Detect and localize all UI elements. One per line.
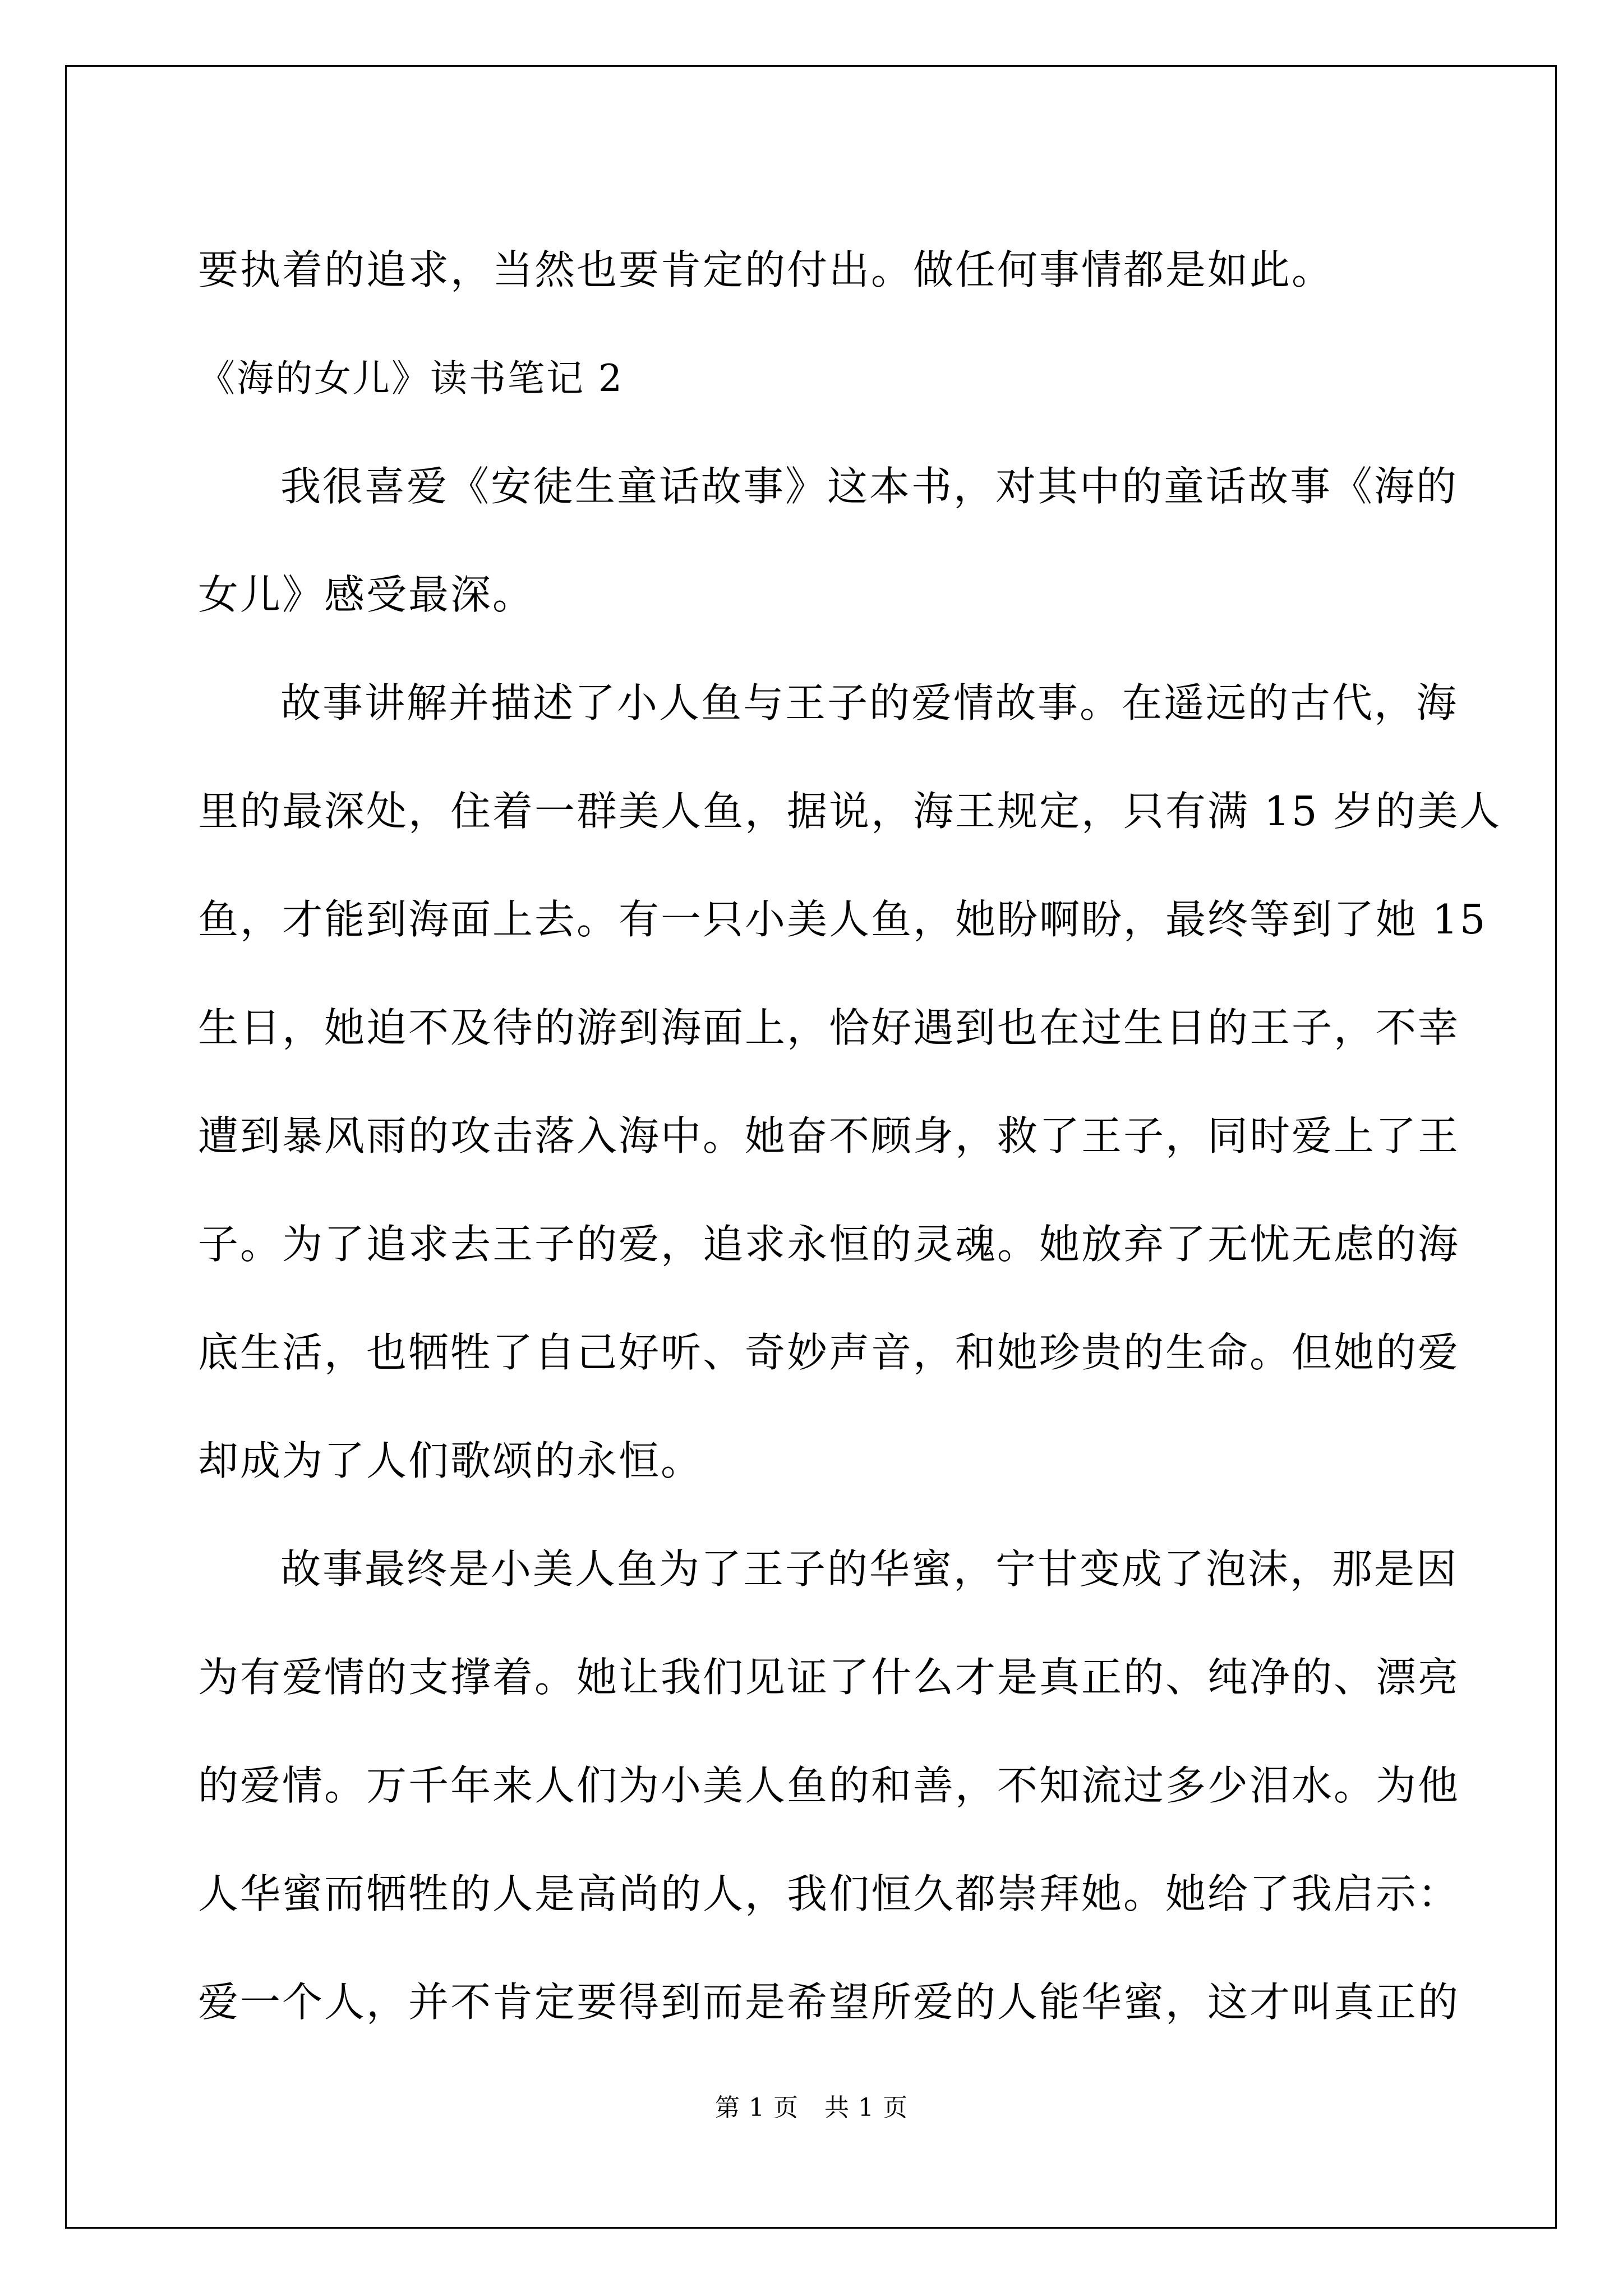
body-line: 鱼，才能到海面上去。有一只小美人鱼，她盼啊盼，最终等到了她 15 (198, 896, 1487, 943)
body-line: 遭到暴风雨的攻击落入海中。她奋不顾身，救了王子，同时爱上了王 (198, 1112, 1460, 1159)
paragraph-first-line: 故事最终是小美人鱼为了王子的华蜜，宁甘变成了泡沫，那是因 (280, 1545, 1459, 1593)
document-body (198, 216, 1502, 2056)
body-line: 要执着的追求，当然也要肯定的付出。做任何事情都是如此。 (198, 246, 1334, 293)
page-footer (0, 2091, 1623, 2125)
paragraph-first-line: 故事讲解并描述了小人鱼与王子的爱情故事。在遥远的古代，海 (280, 679, 1459, 726)
body-line: 却成为了人们歌颂的永恒。 (198, 1437, 703, 1484)
body-line: 底生活，也牺牲了自己好听、奇妙声音，和她珍贵的生命。但她的爱 (198, 1329, 1460, 1376)
section-heading: 《海的女儿》读书笔记 2 (198, 357, 624, 400)
body-line: 人华蜜而牺牲的人是高尚的人，我们恒久都崇拜她。她给了我启示： (198, 1870, 1460, 1917)
body-line: 的爱情。万千年来人们为小美人鱼的和善，不知流过多少泪水。为他 (198, 1762, 1460, 1809)
body-line: 爱一个人，并不肯定要得到而是希望所爱的人能华蜜，这才叫真正的 (198, 1978, 1460, 2026)
body-line: 里的最深处，住着一群美人鱼，据说，海王规定，只有满 15 岁的美人 (198, 788, 1502, 835)
page-number: 第 1 页 (715, 2093, 799, 2122)
body-line: 生日，她迫不及待的游到海面上，恰好遇到也在过生日的王子，不幸 (198, 1004, 1460, 1051)
body-line: 女儿》感受最深。 (198, 571, 535, 618)
page-total: 共 1 页 (824, 2093, 908, 2122)
body-line: 子。为了追求去王子的爱，追求永恒的灵魂。她放弃了无忧无虑的海 (198, 1221, 1460, 1268)
body-line: 为有爱情的支撑着。她让我们见证了什么才是真正的、纯净的、漂亮 (198, 1654, 1460, 1701)
paragraph-first-line: 我很喜爱《安徒生童话故事》这本书，对其中的童话故事《海的 (280, 463, 1459, 510)
